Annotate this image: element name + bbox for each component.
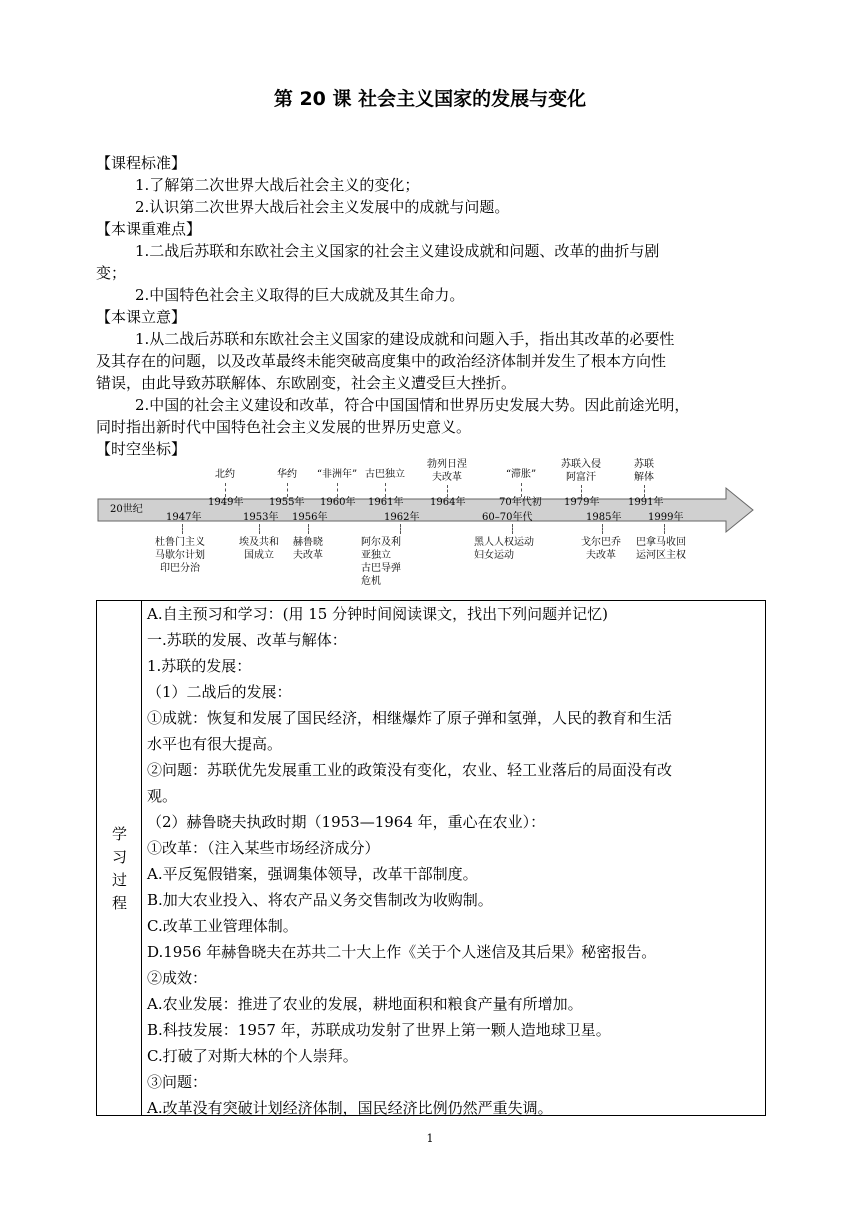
content-line: C.改革工业管理体制。 (147, 917, 298, 935)
timeline-event-label: 巴拿马收回 运河区主权 (636, 537, 686, 561)
intent-heading: 【本课立意】 (96, 308, 187, 326)
content-line: 观。 (147, 787, 178, 805)
timeline-year: 70年代初 (499, 497, 542, 508)
timeline-tick (287, 483, 288, 497)
timeline-event-label: 杜鲁门主义 马歇尔计划 印巴分治 (155, 537, 205, 574)
label-char: 学 (111, 825, 127, 843)
timeline-year: 1962年 (384, 512, 420, 523)
key-point-text: 变； (96, 264, 127, 282)
content-line: B.加大农业投入、将农产品义务交售制改为收购制。 (147, 891, 493, 909)
content-line: ①改革：（注入某些市场经济成分） (147, 839, 380, 857)
timeline-year: 1999年 (648, 512, 684, 523)
timeline-year: 1953年 (243, 512, 279, 523)
content-line: 一.苏联的发展、改革与解体： (147, 631, 347, 649)
timeline-year: 60–70年代 (482, 512, 533, 523)
timeline-year: 1964年 (430, 497, 466, 508)
timeline-year: 1985年 (586, 512, 622, 523)
intent-text: 1.从二战后苏联和东欧社会主义国家的建设成就和问题入手，指出其改革的必要性 (135, 330, 675, 348)
timeline-tick (400, 524, 401, 534)
timeline-start-label: 20世纪 (110, 504, 143, 515)
timeline-event-label: 赫鲁晓 夫改革 (293, 537, 323, 561)
content-line: A.平反冤假错案，强调集体领导，改革干部制度。 (147, 865, 478, 883)
timeline-year: 1991年 (628, 497, 664, 508)
content-line: A.自主预习和学习：(用 15 分钟时间阅读课文，找出下列问题并记忆) (147, 605, 608, 623)
timeline-tick (581, 485, 582, 497)
label-char: 程 (111, 894, 127, 912)
key-points-heading: 【本课重难点】 (96, 220, 202, 238)
timeline-event-label: 埃及共和 国成立 (239, 537, 279, 561)
learning-process-table (96, 600, 766, 1116)
curriculum-heading: 【课程标准】 (96, 154, 187, 172)
label-char: 习 (111, 848, 127, 866)
timeline-event-label: 北约 (215, 469, 235, 480)
intent-text: 同时指出新时代中国特色社会主义发展的世界历史意义。 (96, 418, 472, 436)
vertical-label (97, 823, 142, 915)
curriculum-item: 2.认识第二次世界大战后社会主义发展中的成就与问题。 (135, 198, 510, 216)
curriculum-item: 1.了解第二次世界大战后社会主义的变化； (135, 176, 420, 194)
timeline (96, 452, 760, 590)
content-line: ②问题：苏联优先发展重工业的政策没有变化，农业、轻工业落后的局面没有改 (147, 761, 673, 779)
timeline-tick (644, 485, 645, 497)
content-line: D.1956 年赫鲁晓夫在苏共二十大上作《关于个人迷信及其后果》秘密报告。 (147, 943, 657, 961)
timeline-tick (447, 485, 448, 497)
intent-text: 及其存在的问题，以及改革最终未能突破高度集中的政治经济体制并发生了根本方向性 (96, 352, 667, 370)
timeline-tick (182, 524, 183, 534)
timeline-tick (337, 483, 338, 497)
content-line: 1.苏联的发展： (147, 657, 252, 675)
timeline-year: 1961年 (368, 497, 404, 508)
table-label-cell (97, 601, 142, 1115)
timeline-event-label: 阿尔及利 亚独立 古巴导弹 危机 (361, 537, 401, 587)
content-line: 水平也有很大提高。 (147, 735, 283, 753)
timeline-event-label: “非洲年” (316, 469, 358, 480)
intent-text: 2.中国的社会主义建设和改革，符合中国国情和世界历史发展大势。因此前途光明， (135, 396, 690, 414)
timeline-tick (602, 524, 603, 534)
content-line: ③问题： (147, 1073, 208, 1091)
key-point-text: 1.二战后苏联和东欧社会主义国家的社会主义建设成就和问题、改革的曲折与剧 (135, 242, 660, 260)
timeline-tick (308, 524, 309, 534)
content-line: A.农业发展：推进了农业的发展，耕地面积和粮食产量有所增加。 (147, 995, 583, 1013)
key-point-text: 2.中国特色社会主义取得的巨大成就及其生命力。 (135, 286, 465, 304)
timeline-tick (385, 483, 386, 497)
timeline-tick (521, 483, 522, 497)
timeline-event-label: “滞胀” (505, 469, 537, 480)
timeline-event-label: 华约 (277, 469, 297, 480)
table-content-cell (147, 601, 762, 1121)
content-line: ①成就：恢复和发展了国民经济，相继爆炸了原子弹和氢弹，人民的教育和生活 (147, 709, 673, 727)
timeline-tick (512, 524, 513, 534)
timeline-tick (664, 524, 665, 534)
timeline-tick (225, 483, 226, 497)
content-line: B.科技发展：1957 年，苏联成功发射了世界上第一颗人造地球卫星。 (147, 1021, 611, 1039)
timeline-year: 1947年 (166, 512, 202, 523)
timeline-heading: 【时空坐标】 (96, 440, 187, 458)
timeline-event-label: 勃列日涅 夫改革 (427, 459, 467, 483)
label-char: 过 (111, 871, 127, 889)
timeline-event-label: 苏联 解体 (634, 459, 654, 483)
content-line: C.打破了对斯大林的个人崇拜。 (147, 1047, 358, 1065)
timeline-event-label: 戈尔巴乔 夫改革 (581, 537, 621, 561)
content-line: （1）二战后的发展： (147, 683, 292, 701)
content-line: ②成效： (147, 969, 208, 987)
timeline-year: 1960年 (320, 497, 356, 508)
timeline-year: 1955年 (269, 497, 305, 508)
timeline-year: 1949年 (208, 497, 244, 508)
timeline-tick (259, 524, 260, 534)
timeline-year: 1956年 (292, 512, 328, 523)
content-line: （2）赫鲁晓夫执政时期（1953—1964 年，重心在农业）： (147, 813, 546, 831)
timeline-event-label: 苏联入侵 阿富汗 (561, 459, 601, 483)
page-title: 第 20 课 社会主义国家的发展与变化 (273, 88, 587, 110)
timeline-year: 1979年 (564, 497, 600, 508)
intent-text: 错误，由此导致苏联解体、东欧剧变，社会主义遭受巨大挫折。 (96, 374, 517, 392)
page-number: 1 (426, 1132, 434, 1145)
content-line: A.改革没有突破计划经济体制，国民经济比例仍然严重失调。 (147, 1099, 553, 1117)
timeline-event-label: 古巴独立 (365, 469, 405, 480)
timeline-event-label: 黑人人权运动 妇女运动 (474, 537, 534, 561)
